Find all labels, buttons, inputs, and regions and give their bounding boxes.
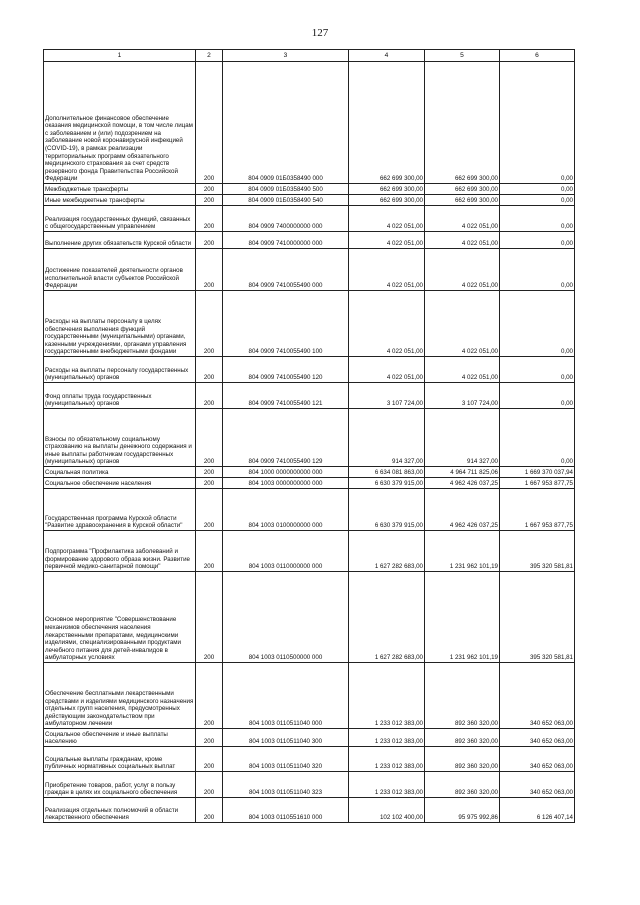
row-col4-amount: 102 102 400,00 bbox=[349, 798, 425, 823]
row-budget-code: 804 1003 0110500000 000 bbox=[223, 572, 349, 663]
row-col5-amount: 662 699 300,00 bbox=[425, 62, 500, 184]
row-col5-amount: 892 360 320,00 bbox=[425, 772, 500, 798]
row-col6-amount: 0,00 bbox=[500, 62, 575, 184]
row-col4-amount: 662 699 300,00 bbox=[349, 195, 425, 206]
column-header: 6 bbox=[500, 50, 575, 62]
row-col6-amount: 395 320 581,81 bbox=[500, 531, 575, 572]
row-budget-code: 804 1003 0110511040 320 bbox=[223, 747, 349, 772]
row-col5-amount: 95 975 992,86 bbox=[425, 798, 500, 823]
row-col6-amount: 0,00 bbox=[500, 249, 575, 291]
row-col6-amount: 0,00 bbox=[500, 409, 575, 467]
row-col4-amount: 6 630 379 915,00 bbox=[349, 478, 425, 489]
table-row bbox=[44, 729, 575, 747]
page-number: 127 bbox=[311, 27, 329, 39]
row-col5-amount: 3 107 724,00 bbox=[425, 383, 500, 409]
row-budget-code: 804 1003 0000000000 000 bbox=[223, 478, 349, 489]
row-budget-code: 804 0909 01Б0358490 500 bbox=[223, 184, 349, 195]
row-col2: 200 bbox=[196, 232, 223, 249]
row-col4-amount: 1 627 282 683,00 bbox=[349, 531, 425, 572]
row-col2: 200 bbox=[196, 772, 223, 798]
row-col6-amount: 395 320 581,81 bbox=[500, 572, 575, 663]
row-name: Приобретение товаров, работ, услуг в пользу граждан в целях их социального обеспечения bbox=[44, 772, 196, 798]
row-col6-amount: 1 667 953 877,75 bbox=[500, 478, 575, 489]
row-name: Фонд оплаты труда государственных (муниципальных) органов bbox=[44, 383, 196, 409]
row-col2: 200 bbox=[196, 729, 223, 747]
row-col6-amount: 0,00 bbox=[500, 357, 575, 383]
column-header: 3 bbox=[223, 50, 349, 62]
row-budget-code: 804 1003 0110511040 300 bbox=[223, 729, 349, 747]
table-row bbox=[44, 478, 575, 489]
row-name: Достижение показателей деятельности органов исполнительной власти субъектов Российской Федерации bbox=[44, 249, 196, 291]
table-row bbox=[44, 489, 575, 531]
column-header: 5 bbox=[425, 50, 500, 62]
table-row bbox=[44, 572, 575, 663]
row-col6-amount: 0,00 bbox=[500, 232, 575, 249]
row-name: Расходы на выплаты персоналу государственных (муниципальных) органов bbox=[44, 357, 196, 383]
row-col2: 200 bbox=[196, 663, 223, 729]
row-budget-code: 804 0909 7410055490 100 bbox=[223, 291, 349, 357]
row-budget-code: 804 1000 0000000000 000 bbox=[223, 467, 349, 478]
row-name: Расходы на выплаты персоналу в целях обеспечения выполнения функций государственными (муниципальными) органами, казенными учреждениями, органами управления государственными внебюджетными фондами bbox=[44, 291, 196, 357]
column-header: 1 bbox=[44, 50, 196, 62]
row-col4-amount: 662 699 300,00 bbox=[349, 62, 425, 184]
row-col4-amount: 4 022 051,00 bbox=[349, 249, 425, 291]
row-col2: 200 bbox=[196, 383, 223, 409]
column-header: 2 bbox=[196, 50, 223, 62]
row-budget-code: 804 0909 01Б0358490 000 bbox=[223, 62, 349, 184]
row-col2: 200 bbox=[196, 747, 223, 772]
row-col4-amount: 1 233 012 383,00 bbox=[349, 729, 425, 747]
row-name: Иные межбюджетные трансферты bbox=[44, 195, 196, 206]
row-budget-code: 804 1003 0110000000 000 bbox=[223, 531, 349, 572]
row-col2: 200 bbox=[196, 409, 223, 467]
row-budget-code: 804 0909 7410055490 000 bbox=[223, 249, 349, 291]
row-col5-amount: 1 231 962 101,19 bbox=[425, 572, 500, 663]
row-col6-amount: 340 652 063,00 bbox=[500, 772, 575, 798]
row-budget-code: 804 0909 7410055490 129 bbox=[223, 409, 349, 467]
row-col4-amount: 6 634 081 863,00 bbox=[349, 467, 425, 478]
row-col2: 200 bbox=[196, 62, 223, 184]
row-budget-code: 804 0909 01Б0358490 540 bbox=[223, 195, 349, 206]
table-row bbox=[44, 467, 575, 478]
row-name: Социальное обеспечение и иные выплаты населению bbox=[44, 729, 196, 747]
row-col6-amount: 340 652 063,00 bbox=[500, 747, 575, 772]
row-col2: 200 bbox=[196, 249, 223, 291]
row-col5-amount: 4 022 051,00 bbox=[425, 249, 500, 291]
row-name: Дополнительное финансовое обеспечение оказания медицинской помощи, в том числе лицам с заболеванием и (или) подозрением на заболевание новой коронавирусной инфекцией (COVID-19), в рамках реализации территориальных программ обязательного медицинского страхования за счет средств резервного фонда Правительства Российской Федерации bbox=[44, 62, 196, 184]
table-row bbox=[44, 291, 575, 357]
row-col6-amount: 1 669 370 037,94 bbox=[500, 467, 575, 478]
table-row bbox=[44, 195, 575, 206]
row-name: Социальная политика bbox=[44, 467, 196, 478]
table-row bbox=[44, 232, 575, 249]
row-col5-amount: 4 962 426 037,25 bbox=[425, 489, 500, 531]
row-col2: 200 bbox=[196, 572, 223, 663]
row-col2: 200 bbox=[196, 184, 223, 195]
table-row bbox=[44, 772, 575, 798]
row-col6-amount: 0,00 bbox=[500, 206, 575, 232]
row-col5-amount: 1 231 962 101,19 bbox=[425, 531, 500, 572]
row-name: Реализация государственных функций, связанных с общегосударственным управлением bbox=[44, 206, 196, 232]
table-row bbox=[44, 206, 575, 232]
table-row bbox=[44, 184, 575, 195]
row-col5-amount: 662 699 300,00 bbox=[425, 184, 500, 195]
row-col4-amount: 1 233 012 383,00 bbox=[349, 772, 425, 798]
row-col2: 200 bbox=[196, 291, 223, 357]
row-col5-amount: 662 699 300,00 bbox=[425, 195, 500, 206]
row-col5-amount: 914 327,00 bbox=[425, 409, 500, 467]
row-col2: 200 bbox=[196, 467, 223, 478]
row-name: Государственная программа Курской области "Развитие здравоохранения в Курской области" bbox=[44, 489, 196, 531]
table-row bbox=[44, 798, 575, 823]
row-col6-amount: 1 667 953 877,75 bbox=[500, 489, 575, 531]
row-col4-amount: 3 107 724,00 bbox=[349, 383, 425, 409]
table-row bbox=[44, 747, 575, 772]
row-name: Взносы по обязательному социальному страхованию на выплаты денежного содержания и иные выплаты работникам государственных (муниципальных) органов bbox=[44, 409, 196, 467]
row-col4-amount: 1 233 012 383,00 bbox=[349, 663, 425, 729]
row-col4-amount: 4 022 051,00 bbox=[349, 206, 425, 232]
row-name: Межбюджетные трансферты bbox=[44, 184, 196, 195]
row-col5-amount: 4 022 051,00 bbox=[425, 232, 500, 249]
table-row bbox=[44, 383, 575, 409]
row-col4-amount: 662 699 300,00 bbox=[349, 184, 425, 195]
row-col6-amount: 0,00 bbox=[500, 383, 575, 409]
row-col2: 200 bbox=[196, 798, 223, 823]
row-budget-code: 804 0909 7400000000 000 bbox=[223, 206, 349, 232]
row-name: Социальное обеспечение населения bbox=[44, 478, 196, 489]
row-col5-amount: 4 022 051,00 bbox=[425, 357, 500, 383]
table-row bbox=[44, 531, 575, 572]
row-col4-amount: 4 022 051,00 bbox=[349, 291, 425, 357]
row-col6-amount: 0,00 bbox=[500, 291, 575, 357]
row-col2: 200 bbox=[196, 489, 223, 531]
row-name: Выполнение других обязательств Курской области bbox=[44, 232, 196, 249]
row-col6-amount: 0,00 bbox=[500, 195, 575, 206]
row-col2: 200 bbox=[196, 531, 223, 572]
row-col4-amount: 6 630 379 915,00 bbox=[349, 489, 425, 531]
row-col6-amount: 340 652 063,00 bbox=[500, 663, 575, 729]
row-col4-amount: 914 327,00 bbox=[349, 409, 425, 467]
row-budget-code: 804 1003 0110551610 000 bbox=[223, 798, 349, 823]
row-col4-amount: 4 022 051,00 bbox=[349, 232, 425, 249]
row-col4-amount: 4 022 051,00 bbox=[349, 357, 425, 383]
row-name: Подпрограмма "Профилактика заболеваний и формирование здорового образа жизни. Развитие первичной медико-санитарной помощи" bbox=[44, 531, 196, 572]
budget-execution-table bbox=[43, 49, 575, 823]
row-col2: 200 bbox=[196, 206, 223, 232]
column-header: 4 bbox=[349, 50, 425, 62]
row-col2: 200 bbox=[196, 195, 223, 206]
row-budget-code: 804 0909 7410055490 120 bbox=[223, 357, 349, 383]
row-name: Социальные выплаты гражданам, кроме публичных нормативных социальных выплат bbox=[44, 747, 196, 772]
row-col2: 200 bbox=[196, 357, 223, 383]
row-budget-code: 804 1003 0110511040 000 bbox=[223, 663, 349, 729]
table-row bbox=[44, 249, 575, 291]
row-col5-amount: 892 360 320,00 bbox=[425, 663, 500, 729]
row-budget-code: 804 1003 0100000000 000 bbox=[223, 489, 349, 531]
row-col6-amount: 0,00 bbox=[500, 184, 575, 195]
row-col4-amount: 1 233 012 383,00 bbox=[349, 747, 425, 772]
row-col4-amount: 1 627 282 683,00 bbox=[349, 572, 425, 663]
row-col5-amount: 4 022 051,00 bbox=[425, 291, 500, 357]
row-budget-code: 804 1003 0110511040 323 bbox=[223, 772, 349, 798]
row-col2: 200 bbox=[196, 478, 223, 489]
row-col5-amount: 892 360 320,00 bbox=[425, 747, 500, 772]
table-row bbox=[44, 409, 575, 467]
row-name: Обеспечение бесплатными лекарственными средствами и изделиями медицинского назначения отдельных групп населения, предусмотренных действующим законодательством при амбулаторном лечении bbox=[44, 663, 196, 729]
table-row bbox=[44, 62, 575, 184]
row-budget-code: 804 0909 7410055490 121 bbox=[223, 383, 349, 409]
row-name: Основное мероприятие "Совершенствование механизмов обеспечения населения лекарственными препаратами, медицинскими изделиями, специализированными продуктами лечебного питания для детей-инвалидов в амбулаторных условиях bbox=[44, 572, 196, 663]
table-header-row bbox=[44, 50, 575, 62]
row-col6-amount: 6 126 407,14 bbox=[500, 798, 575, 823]
table-row bbox=[44, 663, 575, 729]
row-name: Реализация отдельных полномочий в области лекарственного обеспечения bbox=[44, 798, 196, 823]
table-row bbox=[44, 357, 575, 383]
row-col5-amount: 4 962 426 037,25 bbox=[425, 478, 500, 489]
row-budget-code: 804 0909 7410000000 000 bbox=[223, 232, 349, 249]
row-col5-amount: 892 360 320,00 bbox=[425, 729, 500, 747]
row-col5-amount: 4 022 051,00 bbox=[425, 206, 500, 232]
row-col6-amount: 340 652 063,00 bbox=[500, 729, 575, 747]
row-col5-amount: 4 964 711 825,06 bbox=[425, 467, 500, 478]
